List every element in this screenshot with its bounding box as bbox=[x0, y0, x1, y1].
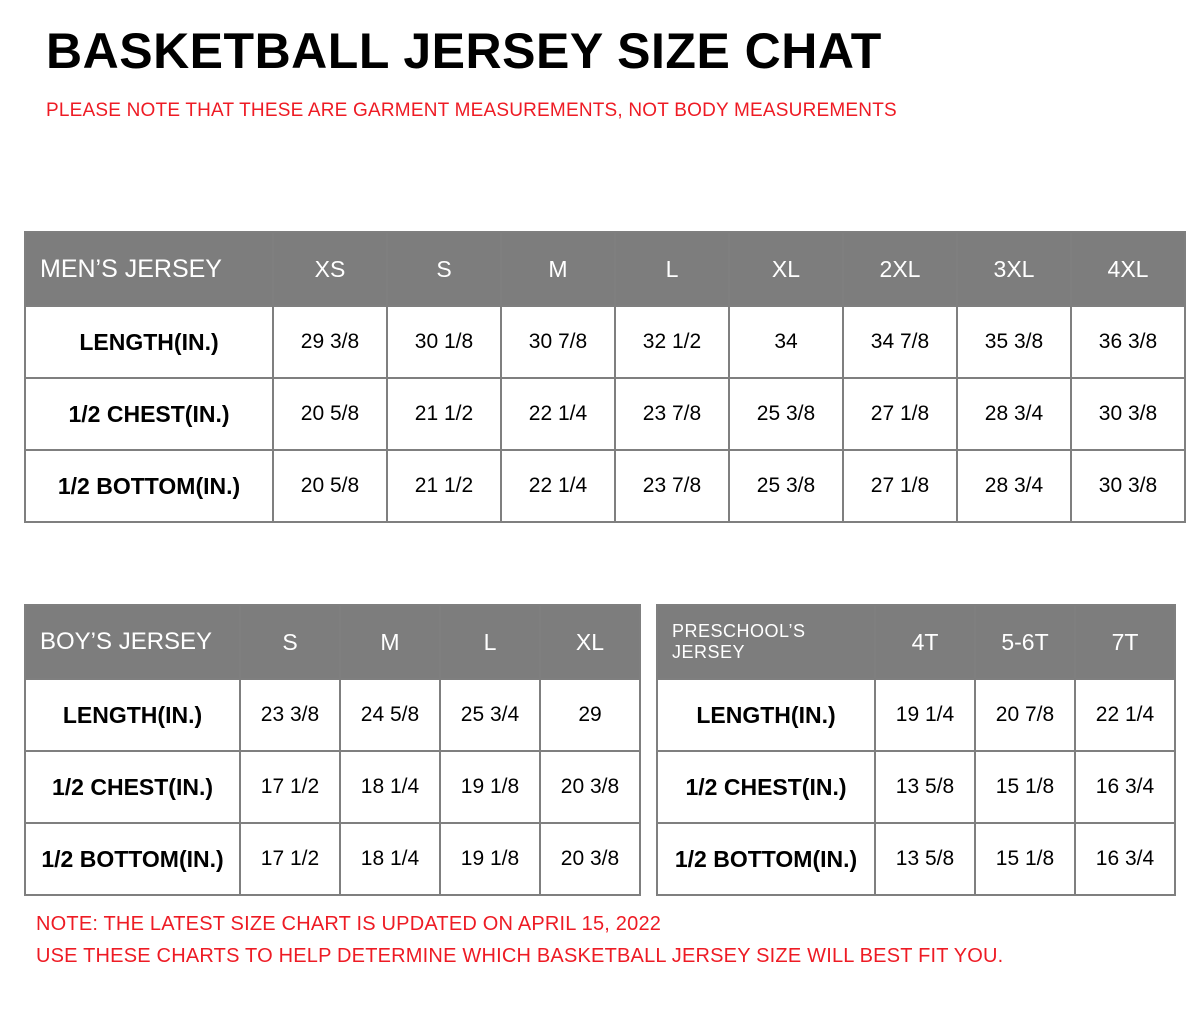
size-chart-page bbox=[0, 24, 1200, 1031]
table-header-row bbox=[25, 605, 640, 679]
column-header-s: S bbox=[240, 605, 340, 679]
table-header-row bbox=[657, 605, 1175, 679]
footer-note-usage: USE THESE CHARTS TO HELP DETERMINE WHICH BASKETBALL JERSEY SIZE WILL BEST FIT YOU. bbox=[36, 945, 1004, 967]
measurement-disclaimer: PLEASE NOTE THAT THESE ARE GARMENT MEASUREMENTS, NOT BODY MEASUREMENTS bbox=[46, 100, 897, 121]
table-row bbox=[25, 306, 1185, 378]
cell-value: 21 1/2 bbox=[387, 450, 501, 522]
cell-value: 27 1/8 bbox=[843, 450, 957, 522]
table-row bbox=[657, 679, 1175, 751]
cell-value: 34 7/8 bbox=[843, 306, 957, 378]
cell-value: 34 bbox=[729, 306, 843, 378]
cell-value: 28 3/4 bbox=[957, 378, 1071, 450]
table-row bbox=[25, 679, 640, 751]
table-header-row bbox=[25, 232, 1185, 306]
mens-jersey-size-table bbox=[24, 231, 1186, 523]
column-header-3xl: 3XL bbox=[957, 232, 1071, 306]
row-label-length: LENGTH(IN.) bbox=[25, 679, 240, 751]
cell-value: 20 5/8 bbox=[273, 378, 387, 450]
cell-value: 30 7/8 bbox=[501, 306, 615, 378]
column-header-s: S bbox=[387, 232, 501, 306]
footer-note-update: NOTE: THE LATEST SIZE CHART IS UPDATED ON APRIL 15, 2022 bbox=[36, 913, 662, 935]
footer-notes bbox=[36, 908, 1003, 972]
cell-value: 32 1/2 bbox=[615, 306, 729, 378]
column-header-l: L bbox=[615, 232, 729, 306]
row-label-half-bottom: 1/2 BOTTOM(IN.) bbox=[25, 823, 240, 895]
table-row bbox=[25, 450, 1185, 522]
cell-value: 20 7/8 bbox=[975, 679, 1075, 751]
cell-value: 16 3/4 bbox=[1075, 751, 1175, 823]
preschool-row-header-label: PRESCHOOL’S JERSEY bbox=[657, 605, 875, 679]
row-label-length: LENGTH(IN.) bbox=[25, 306, 273, 378]
cell-value: 25 3/8 bbox=[729, 450, 843, 522]
cell-value: 23 7/8 bbox=[615, 450, 729, 522]
row-label-length: LENGTH(IN.) bbox=[657, 679, 875, 751]
cell-value: 17 1/2 bbox=[240, 751, 340, 823]
boys-row-header-label: BOY’S JERSEY bbox=[25, 605, 240, 679]
row-label-half-chest: 1/2 CHEST(IN.) bbox=[25, 751, 240, 823]
column-header-4xl: 4XL bbox=[1071, 232, 1185, 306]
cell-value: 19 1/8 bbox=[440, 823, 540, 895]
column-header-l: L bbox=[440, 605, 540, 679]
cell-value: 23 3/8 bbox=[240, 679, 340, 751]
cell-value: 22 1/4 bbox=[1075, 679, 1175, 751]
cell-value: 15 1/8 bbox=[975, 751, 1075, 823]
cell-value: 18 1/4 bbox=[340, 751, 440, 823]
column-header-2xl: 2XL bbox=[843, 232, 957, 306]
table-row bbox=[657, 823, 1175, 895]
page-title: BASKETBALL JERSEY SIZE CHAT bbox=[46, 23, 882, 79]
cell-value: 21 1/2 bbox=[387, 378, 501, 450]
cell-value: 36 3/8 bbox=[1071, 306, 1185, 378]
row-label-half-bottom: 1/2 BOTTOM(IN.) bbox=[657, 823, 875, 895]
cell-value: 30 3/8 bbox=[1071, 378, 1185, 450]
column-header-xs: XS bbox=[273, 232, 387, 306]
column-header-7t: 7T bbox=[1075, 605, 1175, 679]
column-header-xl: XL bbox=[540, 605, 640, 679]
cell-value: 30 3/8 bbox=[1071, 450, 1185, 522]
cell-value: 35 3/8 bbox=[957, 306, 1071, 378]
cell-value: 19 1/4 bbox=[875, 679, 975, 751]
column-header-5-6t: 5-6T bbox=[975, 605, 1075, 679]
boys-jersey-size-table bbox=[24, 604, 641, 896]
cell-value: 17 1/2 bbox=[240, 823, 340, 895]
cell-value: 15 1/8 bbox=[975, 823, 1075, 895]
cell-value: 25 3/8 bbox=[729, 378, 843, 450]
cell-value: 16 3/4 bbox=[1075, 823, 1175, 895]
cell-value: 29 3/8 bbox=[273, 306, 387, 378]
cell-value: 22 1/4 bbox=[501, 450, 615, 522]
row-label-half-chest: 1/2 CHEST(IN.) bbox=[25, 378, 273, 450]
cell-value: 24 5/8 bbox=[340, 679, 440, 751]
row-label-half-chest: 1/2 CHEST(IN.) bbox=[657, 751, 875, 823]
cell-value: 27 1/8 bbox=[843, 378, 957, 450]
table-row bbox=[25, 823, 640, 895]
table-row bbox=[25, 378, 1185, 450]
table-row bbox=[657, 751, 1175, 823]
mens-row-header-label: MEN’S JERSEY bbox=[25, 232, 273, 306]
cell-value: 30 1/8 bbox=[387, 306, 501, 378]
cell-value: 13 5/8 bbox=[875, 823, 975, 895]
cell-value: 13 5/8 bbox=[875, 751, 975, 823]
column-header-4t: 4T bbox=[875, 605, 975, 679]
table-row bbox=[25, 751, 640, 823]
cell-value: 20 3/8 bbox=[540, 751, 640, 823]
cell-value: 23 7/8 bbox=[615, 378, 729, 450]
cell-value: 18 1/4 bbox=[340, 823, 440, 895]
column-header-xl: XL bbox=[729, 232, 843, 306]
row-label-half-bottom: 1/2 BOTTOM(IN.) bbox=[25, 450, 273, 522]
cell-value: 19 1/8 bbox=[440, 751, 540, 823]
column-header-m: M bbox=[340, 605, 440, 679]
cell-value: 22 1/4 bbox=[501, 378, 615, 450]
cell-value: 25 3/4 bbox=[440, 679, 540, 751]
cell-value: 29 bbox=[540, 679, 640, 751]
cell-value: 28 3/4 bbox=[957, 450, 1071, 522]
cell-value: 20 5/8 bbox=[273, 450, 387, 522]
column-header-m: M bbox=[501, 232, 615, 306]
preschool-jersey-size-table bbox=[656, 604, 1176, 896]
cell-value: 20 3/8 bbox=[540, 823, 640, 895]
